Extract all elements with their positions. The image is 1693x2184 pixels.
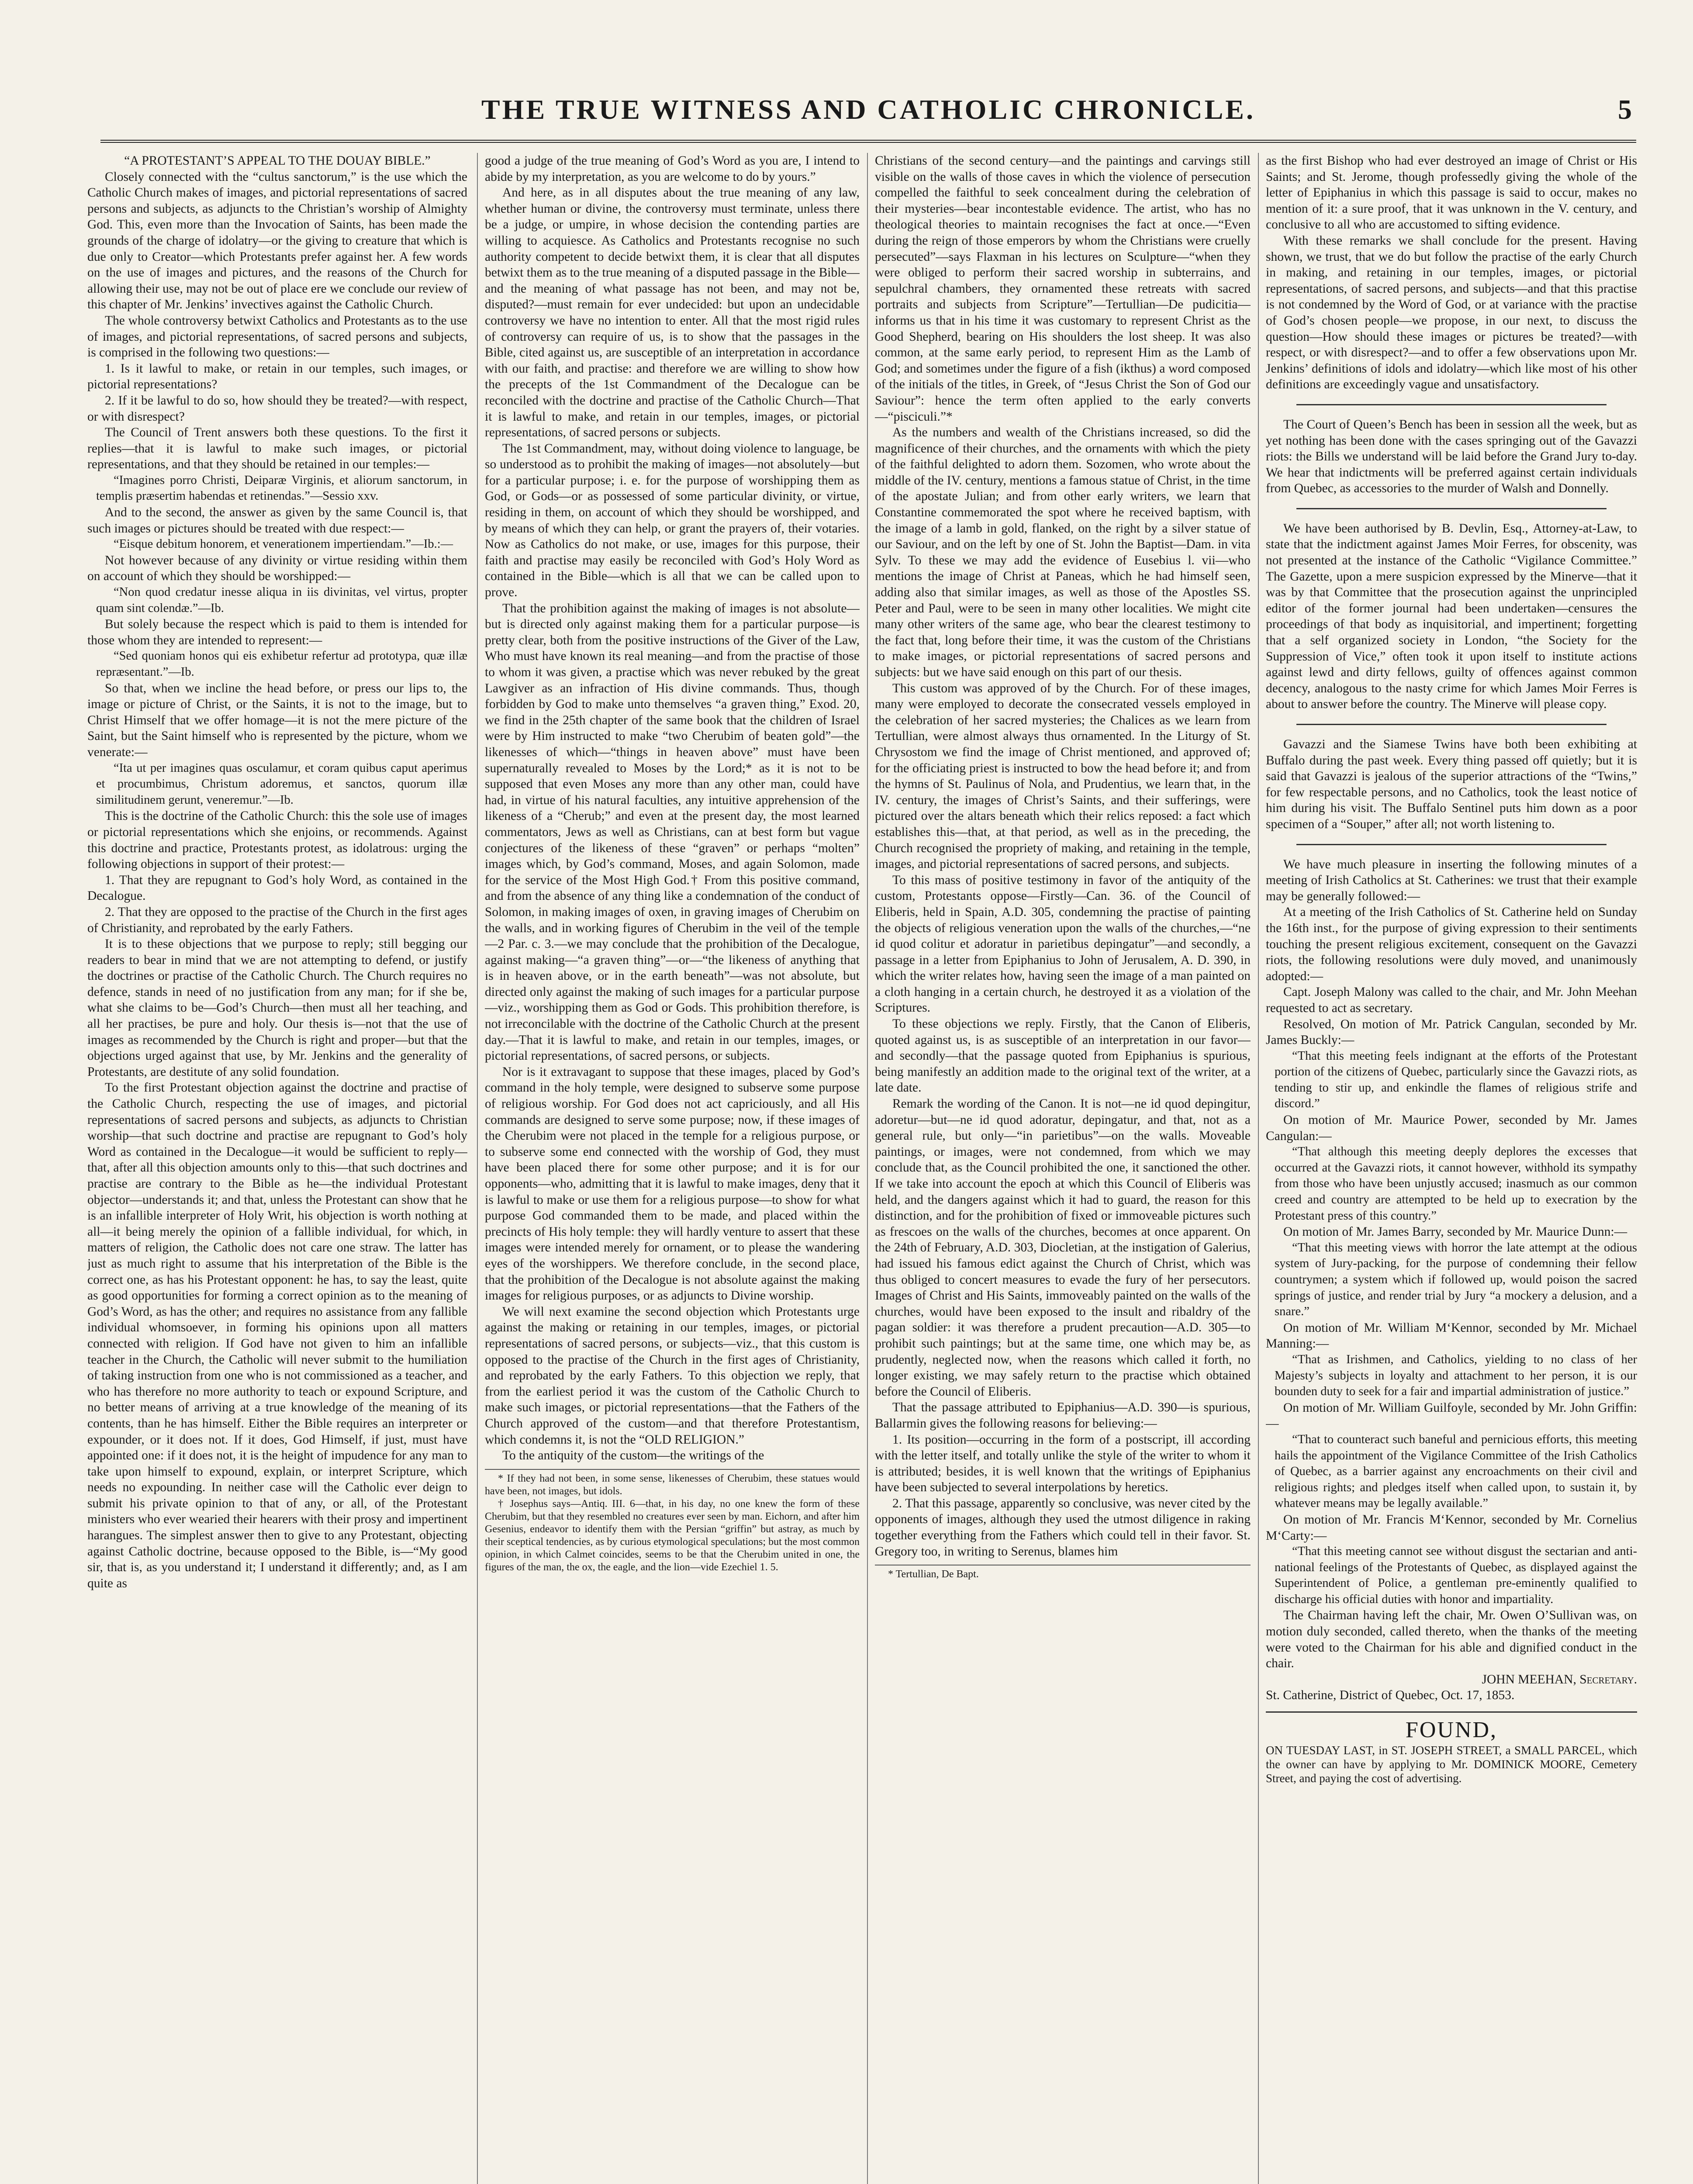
- dateline: St. Catherine, District of Quebec, Oct. 17, 1853.: [1266, 1688, 1515, 1703]
- column-4: [1266, 153, 1637, 2184]
- resolution: “That to counteract such baneful and pernicious efforts, this meeting hails the appointment of the Vigilance Committee of the Irish Catholics of Quebec, as a barrier against any encroachments on their civil and religious rights; and pledges itself when called upon, to sustain it, by whatever means may be legally available.”: [1275, 1432, 1637, 1510]
- footnotes: [875, 1565, 1251, 1581]
- latin-quote: “Ita ut per imagines quas osculamur, et coram quibus caput aperimus et procumbimus, Christum adoremus, et sanctos, quorum illæ similitudinem gerunt, veneremur.”—Ib.: [96, 761, 467, 807]
- paragraph: The Council of Trent answers both these questions. To the first it replies—that it is lawful to make such images, or pictorial representations, and that they should be retained in our temples:—: [87, 425, 467, 472]
- paragraph: This is the doctrine of the Catholic Church: this the sole use of images or pictorial representations which she enjoins, or recommends. Against this doctrine and practice, Protestants protest, as idolatrous: urging the following objections in support of their protest:—: [87, 809, 467, 871]
- paragraph: That the passage attributed to Epiphanius—A.D. 390—is spurious, Ballarmin gives the following reasons for believing:—: [875, 1400, 1251, 1431]
- column-2: [485, 153, 860, 2184]
- column-3: [875, 153, 1251, 2184]
- paragraph: On motion of Mr. Francis M‘Kennor, seconded by Mr. Cornelius M‘Carty:—: [1266, 1512, 1637, 1543]
- paragraph: To this mass of positive testimony in favor of the antiquity of the custom, Protestants oppose—Firstly—Can. 36. of the Council of Eliberis, held in Spain, A.D. 305, condemning the practise of painting the objects of religious veneration upon the walls of the churches,—“ne id quod colitur et adoratur in parietibus depingatur”—and secondly, a passage in a letter from Epiphanius to John of Jerusalem, A. D. 390, in which the writer relates how, having seen the image of a man painted on a cloth hanging in a certain church, he destroyed it as a violation of the Scriptures.: [875, 873, 1251, 1015]
- resolution: “That as Irishmen, and Catholics, yielding to no class of her Majesty’s subjects in loyalty and attachment to her person, it is our bounden duty to seek for a fair and impartial administration of justice.”: [1275, 1352, 1637, 1399]
- paragraph: On motion of Mr. James Barry, seconded by Mr. Maurice Dunn:—: [1283, 1225, 1627, 1239]
- resolution: “That although this meeting deeply deplores the excesses that occurred at the Gavazzi riots, it cannot however, withhold its sympathy from those who have been unjustly accused; inasmuch as our common creed and country are attempted to be held up to execration by the Protestant press of this country.”: [1275, 1145, 1637, 1223]
- footnote: * Tertullian, De Bapt.: [888, 1569, 979, 1580]
- section-divider: [1296, 844, 1607, 845]
- column-divider: [1258, 153, 1259, 2184]
- footnote: † Josephus says—Antiq. III. 6—that, in his day, no one knew the form of these Cherubim, but that they resembled no creatures ever seen by man. Eichorn, and after him Gesenius, endeavor to identify them with the Persian “griffin” but astray, as much by their sceptical tendencies, as by curious etymological speculations; but the most common opinion, in which Calmet coincides, seems to be that the Cherubim united in one, the figures of the man, the ox, the eagle, and the lion—vide Ezechiel 1. 5.: [485, 1498, 860, 1573]
- paragraph: But solely because the respect which is paid to them is intended for those whom they are intended to represent:—: [87, 617, 467, 647]
- paragraph: Remark the wording of the Canon. It is not—ne id quod depingitur, adoretur—but—ne id quod adoratur, depingatur, and that, not as a general rule, but only—“in parietibus”—on the walls. Moveable paintings, or images, were not condemned, from which we may conclude that, as the Council prohibited the one, it sanctioned the other. If we take into account the epoch at which this Council of Eliberis was held, and the dangers against which it had to guard, the reason for this distinction, and for the prohibition of fixed or immoveable pictures such as frescoes on the walls of the churches, becomes at once apparent. On the 24th of February, A.D. 303, Diocletian, at the instigation of Galerius, had issued his famous edict against the Church of Christ, which was thus obliged to concert measures to evade the fury of her persecutors. Images of Christ and His Saints, immoveably painted on the walls of the churches, would have been exposed to the insult and ribaldry of the pagan soldier: it was therefore a prudent precaution—A.D. 305—to prohibit such paintings; but at the same time, one which may be, as prudently, neglected now, when the reasons which called it forth, no longer existing, we may safely return to the practise which obtained before the Council of Eliberis.: [875, 1097, 1251, 1399]
- paragraph: As the numbers and wealth of the Christians increased, so did the magnificence of their churches, and the ornaments with which the piety of the faithful delighted to adorn them. Sozomen, who wrote about the middle of the IV. century, mentions a famous statue of Christ, in the time of the apostate Julian; and from other early writers, we learn that Constantine commemorated the spot where he received baptism, with the image of a lamb in gold, flanked, on the right by a silver statue of our Saviour, and on the left by one of St. John the Baptist—Dam. in vita Sylv. To these we may add the evidence of Eusebius l. vii—who mentions the image of Christ at Paneas, which he had himself seen, adding also that similar images, as well as those of the Apostles SS. Peter and Paul, were to be seen in many other localities. We might cite many other writers of the same age, who bear the clearest testimony to the fact that, long before their time, it was the custom of the Christians to make images, or pictorial representations of sacred persons and subjects: but we have said enough on this part of our thesis.: [875, 425, 1251, 679]
- paragraph: To the first Protestant objection against the doctrine and practise of the Catholic Church, respecting the use of images, and pictorial representations of sacred persons and subjects, as adjuncts to Christian worship—that such doctrine and practise are repugnant to God’s holy Word as contained in the Decalogue—it would be sufficient to reply—that, after all this objection amounts only to this—that such doctrines and practise are contrary to the Bible as he—the individual Protestant objector—understands it; and that, unless the Protestant can show that he is an infallible interpreter of Holy Writ, his objection is worth nothing at all—it being merely the opinion of a fallible individual, for which, in matters of religion, the Catholic does not care one straw. The latter has just as much right to assume that his interpretation of the Bible is the correct one, as has his Protestant opponent: he has, to say the least, quite as good opportunities for forming a correct opinion as to the meaning of God’s Word, as has the other; and requires no assistance from any fallible individual whomsoever, in forming his opinions upon all matters connected with religion. If God have not given to him an infallible teacher in the Church, the Catholic will never submit to the humiliation of taking instruction from one who is not commissioned as a teacher, and who has therefore no more authority to teach or expound Scripture, and no better means of arriving at a true knowledge of the meaning of its contents, than he has himself. Either the Bible requires an interpreter or expounder, or it does not. If it does, God Himself, if just, must have appointed one: if it does not, it is the height of impudence for any man to take upon himself to expound, explain, or interpret Scripture, which needs no expounding. In neither case will the Catholic ever deign to submit his private opinion to that of any, or all, of the Protestant ministers who ever wearied their hearers with their prosy and impertinent harangues. The simplest answer then to give to any Protestant, objecting against Catholic doctrine, because opposed to the Bible, is—“My good sir, that is, as you understand it; I understand it differently; and, as I am quite as: [87, 1081, 467, 1590]
- paragraph: 2. That they are opposed to the practise of the Church in the first ages of Christianity, and reprobated by the early Fathers.: [87, 905, 467, 935]
- paragraph: At a meeting of the Irish Catholics of St. Catherine held on Sunday the 16th inst., for the purpose of giving expression to their sentiments touching the present religious excitement, consequent on the Gavazzi riots, the following resolutions were duly moved, and unanimously adopted:—: [1266, 905, 1637, 983]
- paragraph: To these objections we reply. Firstly, that the Canon of Eliberis, quoted against us, is as susceptible of an interpretation in our favor—and secondly—that the passage quoted from Epiphanius is spurious, being manifestly an addition made to the original text of the writer, at a late date.: [875, 1017, 1251, 1095]
- paragraph: The 1st Commandment, may, without doing violence to language, be so understood as to prohibit the making of images—not absolutely—but for a particular purpose; i. e. for the purpose of worshipping them as God, or Gods—or as possessed of some particular divinity, or virtue, residing in them, on account of which they should be worshipped, and by means of which they can help, or grant the prayers of, their votaries. Now as Catholics do not make, or use, images for this purpose, their faith and practise may easily be reconciled with God’s Holy Word as contained in the Bible—which is all that we can be called upon to prove.: [485, 441, 860, 600]
- column-divider: [477, 153, 478, 2184]
- article-heading: “A PROTESTANT’S APPEAL TO THE DOUAY BIBLE.”: [124, 154, 431, 168]
- paragraph: 2. If it be lawful to do so, how should they be treated?—with respect, or with disrespect?: [87, 393, 467, 424]
- paragraph: So that, when we incline the head before, or press our lips to, the image or picture of Christ, or the Saints, it is not to the image, but to Christ Himself that we offer homage—it is not the mere picture of the Saint, but the Saint himself who is represented by the picture, whom we venerate:—: [87, 681, 467, 759]
- section-divider: [1296, 724, 1607, 725]
- paragraph: 1. Is it lawful to make, or retain in our temples, such images, or pictorial representations?: [87, 361, 467, 392]
- paragraph: We will next examine the second objection which Protestants urge against the making or retaining in our temples, images, or pictorial representations of sacred persons, or subjects—viz., that this custom is opposed to the practise of the Church in the first ages of Christianity, and reprobated by the early Fathers. To this objection we reply, that from the earliest period it was the custom of the Catholic Church to make such images, or pictorial representations—that the Fathers of the Church approved of the custom—and that therefore Protestantism, which condemns it, is not the “OLD RELIGION.”: [485, 1304, 860, 1447]
- paragraph: On motion of Mr. William Guilfoyle, seconded by Mr. John Griffin:—: [1266, 1400, 1637, 1431]
- resolution: “That this meeting cannot see without disgust the sectarian and anti-national feelings of the Protestants of Quebec, as displayed against the Superintendent of Police, a gentleman pre-eminently qualified to discharge his official duties with honor and impartiality.: [1275, 1545, 1637, 1606]
- paragraph: And to the second, the answer as given by the same Council is, that such images or pictures should be treated with due respect:—: [87, 505, 467, 536]
- newspaper-title: THE TRUE WITNESS AND CATHOLIC CHRONICLE.: [481, 94, 1255, 125]
- section-divider: [1296, 404, 1607, 405]
- paragraph: The Chairman having left the chair, Mr. Owen O’Sullivan was, on motion duly seconded, called thereto, when the thanks of the meeting were voted to the Chairman for his able and dignified conduct in the chair.: [1266, 1608, 1637, 1671]
- paragraph: good a judge of the true meaning of God’s Word as you are, I intend to abide by my interpretation, as you are welcome to do by yours.”: [485, 154, 860, 184]
- latin-quote: “Sed quoniam honos qui eis exhibetur refertur ad prototypa, quæ illæ repræsentant.”—Ib.: [96, 649, 467, 679]
- paragraph: It is to these objections that we purpose to reply; still begging our readers to bear in mind that we are not attempting to defend, or justify the doctrines or practise of the Catholic Church. The Church requires no defence, stands in need of no justification from any man; for if she be, what she claims to be—God’s Church—then must all her teaching, and all her practises, be pure and holy. Our thesis is—not that the use of images as recommended by the Church is right and proper—but that the objections urged against that use, by Mr. Jenkins and the generality of Protestants, are destitute of any solid foundation.: [87, 937, 467, 1079]
- paragraph: Closely connected with the “cultus sanctorum,” is the use which the Catholic Church makes of images, and pictorial representations of sacred persons and subjects, as adjuncts to the Christian’s worship of Almighty God. This, even more than the Invocation of Saints, has been made the grounds of the charge of idolatry—or the giving to creature that which is due only to Creator—which Protestants prefer against her. A few words on the use of images and pictures, and the reasons of the Church for allowing their use, may not be out of place ere we conclude our review of this chapter of Mr. Jenkins’ invectives against the Catholic Church.: [87, 169, 467, 312]
- advert-body: ON TUESDAY LAST, in ST. JOSEPH STREET, a SMALL PARCEL, which the owner can have by applying to Mr. DOMINICK MOORE, Cemetery Street, and paying the cost of advertising.: [1266, 1744, 1637, 1785]
- advert-heading: FOUND,: [1405, 1717, 1498, 1743]
- latin-quote: “Non quod credatur inesse aliqua in iis divinitas, vel virtus, propter quam sint colendæ.”—Ib.: [96, 585, 467, 615]
- column-divider: [867, 153, 868, 2184]
- paragraph: Christians of the second century—and the paintings and carvings still visible on the walls of those caves in which the violence of persecution compelled the faithful to seek concealment during the celebration of their mysteries—bear incontestable evidence. The artist, who has no theological theories to maintain recognises the fact at once.—“Even during the reign of those emperors by whom the Christians were cruelly persecuted”—says Flaxman in his lectures on Sculpture—“when they were obliged to perform their sacred worship in subterrains, and sepulchral chambers, they ornamented these retreats with sacred portraits and subjects from Scripture”—Tertullian—De pudicitia—informs us that in his time it was customary to represent Christ as the Good Shepherd, bearing on His shoulders the lost sheep. It was also common, at the same early period, to represent Him as the Lamb of God; and sometimes under the figure of a fish (ikthus) a word composed of the initials of the titles, in Greek, of “Jesus Christ the Son of God our Saviour”: hence the term often applied to the early converts—“pisciculi.”*: [875, 154, 1251, 424]
- news-item: Gavazzi and the Siamese Twins have both been exhibiting at Buffalo during the past week. Every thing passed off quietly; but it is said that Gavazzi is jealous of the superior attractions of the “Twins,” for few respectable persons, and no Catholics, took the least notice of him during his visit. The Buffalo Sentinel puts him down as a poor specimen of a “Souper,” after all; not worth listening to.: [1266, 737, 1637, 831]
- footnote: * If they had not been, in some sense, likenesses of Cherubim, these statues would have been, not images, but idols.: [485, 1472, 860, 1497]
- paragraph: 1. That they are repugnant to God’s holy Word, as contained in the Decalogue.: [87, 873, 467, 903]
- resolution: “That this meeting views with horror the late attempt at the odious system of Jury-packing, for the purpose of condemning their fellow countrymen; a system which if followed up, would poison the sacred springs of justice, and render trial by Jury “a mockery a delusion, and a snare.”: [1275, 1241, 1637, 1319]
- paragraph: On motion of Mr. Maurice Power, seconded by Mr. James Cangulan:—: [1266, 1113, 1637, 1143]
- page-number: 5: [1618, 94, 1632, 125]
- footnotes: [485, 1469, 860, 1574]
- masthead: [100, 87, 1636, 143]
- found-advertisement: [1266, 1711, 1637, 1785]
- latin-quote: “Eisque debitum honorem, et venerationem impertiendam.”—Ib.:—: [114, 537, 453, 551]
- latin-quote: “Imagines porro Christi, Deiparæ Virginis, et aliorum sanctorum, in templis præsertim habendas et retinendas.”—Sessio xxv.: [96, 473, 467, 503]
- section-divider: [1296, 508, 1607, 509]
- paragraph: Not however because of any divinity or virtue residing within them on account of which they should be worshipped:—: [87, 553, 467, 584]
- news-item: We have been authorised by B. Devlin, Esq., Attorney-at-Law, to state that the indictment against James Moir Ferres, for obscenity, was not presented at the instance of the Catholic “Vigilance Committee.” The Gazette, upon a mere suspicion expressed by the Minerve—that it was by that Committee that the prosecution against the unprincipled editor of the former journal had been undertaken—censures the proceedings of that body as inquisitorial, and impertinent; forgetting that a self organized society in London, “the Society for the Suppression of Vice,” often took it upon itself to institute actions against lewd and dirty fellows, guilty of offences against common decency, analogous to the nasty crime for which James Moir Ferres is about to answer before the country. The Minerve will please copy.: [1266, 521, 1637, 712]
- paragraph: Nor is it extravagant to suppose that these images, placed by God’s command in the holy temple, were designed to subserve some purpose of religious worship. For God does not act capriciously, and all His commands are designed to serve some purpose; now, if these images of the Cherubim were not placed in the temple for a religious purpose, or to subserve some end connected with the worship of God, they must have been placed there for some other purpose; and it is for our opponents—who, admitting that it is lawful to make images, deny that it is lawful to make or use them for a religious purpose—to show for what purpose God commanded them to be made, and placed within the precincts of His holy temple: they will hardly venture to assert that these images were intended merely for ornament, or to please the wandering eyes of the worshippers. We therefore conclude, in the second place, that the prohibition of the Decalogue is not absolute against the making images for religious purposes, or as adjuncts to Divine worship.: [485, 1064, 860, 1303]
- paragraph: That the prohibition against the making of images is not absolute—but is directed only against making them for a particular purpose—is pretty clear, both from the positive instructions of the Giver of the Law, Who must have known its real meaning—and from the practise of those to whom it was given, a practise which was never rebuked by the great Lawgiver as an infraction of His divine commands. Thus, though forbidden by God to make unto themselves “a graven thing,” Exod. 20, we find in the 25th chapter of the same book that the children of Israel were by Him instructed to make “two Cherubim of beaten gold”—the likenesses of which—“things in heaven above” must have been supernaturally revealed to Moses by the Lord;* as it is not to be supposed that even Moses any more than any other man, could have had, in virtue of his natural faculties, any intuitive apprehension of the likeness of a “Cherub;” and even at the present day, the most learned commentators, Jews as well as Christians, can at best form but vague conjectures of the likeness of these “graven” or perhaps “molten” images which, by God’s command, Moses, and again Solomon, made for the service of the Most High God.† From this positive command, and from the absence of any thing like a condemnation of the conduct of Solomon, in making images of oxen, in graving images of Cherubim on the walls, and in working figures of Cherubim in the veil of the temple—2 Par. c. 3.—we may conclude that the prohibition of the Decalogue, against making—“a graven thing”—or—“the likeness of anything that is in heaven above, or in the earth beneath”—was not absolute, but directed only against the making of such images for a particular purpose—viz., worshipping them as God or Gods. This prohibition therefore, is not irreconcilable with the doctrine of the Catholic Church at the present day.—That it is lawful to make, and retain in our temples, images, or pictorial representations, of sacred persons, or subjects.: [485, 601, 860, 1063]
- paragraph: The whole controversy betwixt Catholics and Protestants as to the use of images, and pictorial representations, of sacred persons and subjects, is comprised in the following two questions:—: [87, 313, 467, 360]
- paragraph: And here, as in all disputes about the true meaning of any law, whether human or divine, the controversy must terminate, unless there be a judge, or umpire, in whose decision the contending parties are willing to acquiesce. As Catholics and Protestants recognise no such authority competent to decide betwixt them, it is clear that all disputes betwixt them as to the true meaning of a disputed passage in the Bible—and the meaning of what passage has not been, and may not be, disputed?—must remain for ever undecided: but upon an undecidable controversy we have no intention to enter. All that the most rigid rules of controversy can require of us, is to show that the passages in the Bible, cited against us, are susceptible of an interpretation in accordance with our faith, and practise: and therefore we are willing to show how the precepts of the 1st Commandment of the Decalogue can be reconciled with the doctrine and practise of the Catholic Church—That it is lawful to make, and retain in our temples, images, or pictorial representations, of sacred persons or subjects.: [485, 186, 860, 440]
- paragraph: This custom was approved of by the Church. For of these images, many were employed to decorate the consecrated vessels employed in the celebration of her sacred mysteries; the Chalices as we learn from Tertullian, were almost always thus ornamented. In the Liturgy of St. Chrysostom we find the image of Christ mentioned, and approved of; for the officiating priest is instructed to bow the head before it; and from the hymns of St. Paulinus of Nola, and Prudentius, we learn that, in the IV. century, the images of Christ’s Saints, and their sufferings, were pictured over the altars beneath which their relics reposed: a fact which establishes this—that, at that period, as well as in the preceding, the Church recognised the propriety of making, and retaining in the temple, images, and pictorial representations of sacred persons, and subjects.: [875, 681, 1251, 871]
- paragraph: With these remarks we shall conclude for the present. Having shown, we trust, that we do but follow the practise of the early Church in making, and retaining in our temples, images, or pictorial representations, of sacred persons, and subjects—and that this practise is not condemned by the Word of God, or at variance with the practise of God’s chosen people—we propose, in our next, to discuss the question—How should these images or pictures be treated?—with respect, or with disrespect?—and to offer a few observations upon Mr. Jenkins’ definitions of idols and idolatry—which like most of his other definitions are exceedingly vague and unsatisfactory.: [1266, 233, 1637, 392]
- resolution: “That this meeting feels indignant at the efforts of the Protestant portion of the citizens of Quebec, particularly since the Gavazzi riots, as tending to stir up, and enkindle the flames of religious strife and discord.”: [1275, 1049, 1637, 1111]
- paragraph: Resolved, On motion of Mr. Patrick Cangulan, seconded by Mr. James Buckly:—: [1266, 1017, 1637, 1047]
- column-1: [87, 153, 467, 2184]
- paragraph: as the first Bishop who had ever destroyed an image of Christ or His Saints; and St. Jerome, though professedly giving the whole of the letter of Epiphanius in which this passage is said to occur, makes no mention of it: a sure proof, that it was unknown in the V. century, and conclusive to all who are accustomed to sifting evidence.: [1266, 154, 1637, 232]
- paragraph: Capt. Joseph Malony was called to the chair, and Mr. John Meehan requested to act as secretary.: [1266, 985, 1637, 1015]
- news-item: The Court of Queen’s Bench has been in session all the week, but as yet nothing has been done with the cases springing out of the Gavazzi riots: the Bills we understand will be laid before the Grand Jury to-day. We hear that indictments will be preferred against certain individuals from Quebec, as accessories to the murder of Walsh and Donnelly.: [1266, 417, 1637, 496]
- paragraph: To the antiquity of the custom—the writings of the: [502, 1448, 764, 1463]
- paragraph: We have much pleasure in inserting the following minutes of a meeting of Irish Catholics at St. Catherines: we trust that their example may be generally followed:—: [1266, 857, 1637, 903]
- paragraph: On motion of Mr. William M‘Kennor, seconded by Mr. Michael Manning:—: [1266, 1320, 1637, 1351]
- signature: JOHN MEEHAN, Secretary.: [1482, 1672, 1637, 1686]
- paragraph: 1. Its position—occurring in the form of a postscript, ill according with the letter itself, and totally unlike the style of the writer to whom it is attributed; besides, it is well known that the writings of Epiphanius have been subjected to several interpolations by heretics.: [875, 1432, 1251, 1495]
- paragraph: 2. That this passage, apparently so conclusive, was never cited by the opponents of images, although they used the utmost diligence in raking together everything from the Fathers which could tell in their favor. St. Gregory too, in writing to Serenus, blames him: [875, 1496, 1251, 1559]
